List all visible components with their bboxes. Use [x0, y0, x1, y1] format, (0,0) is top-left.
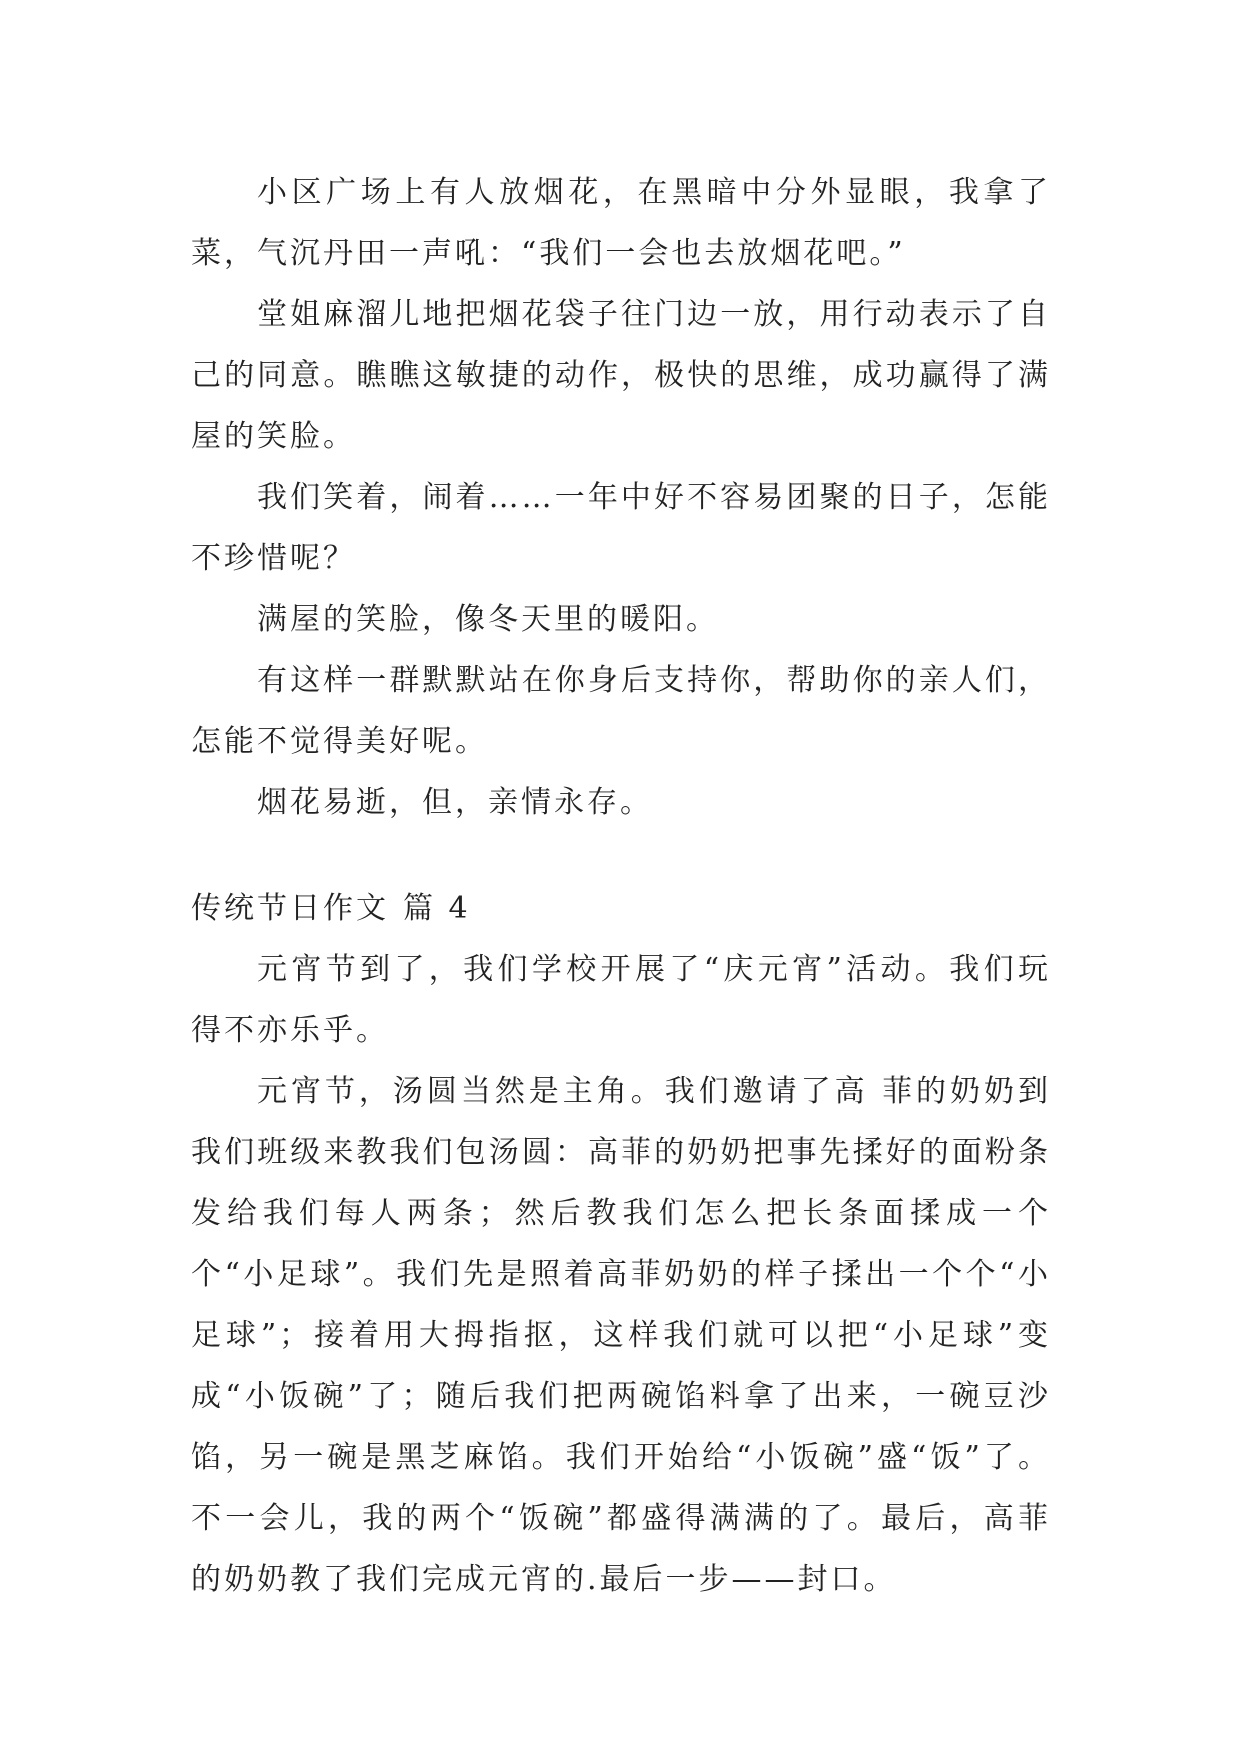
paragraph: 满屋的笑脸，像冬天里的暖阳。: [257, 602, 719, 637]
paragraph: 堂姐麻溜儿地把烟花袋子往门边一放，用行动表示了自己的同意。瞧瞧这敏捷的动作，极快的思维，成功赢得了满屋的笑脸。: [191, 297, 1051, 454]
paragraph: 有这样一群默默站在你身后支持你，帮助你的亲人们，怎能不觉得美好呢。: [191, 663, 1051, 759]
section-heading-number: 篇 4: [403, 891, 471, 926]
paragraph: 我们笑着，闹着……一年中好不容易团聚的日子，怎能不珍惜呢？: [191, 480, 1051, 576]
section-heading-title: 传统节日作文: [191, 891, 389, 926]
section-heading: [191, 878, 1051, 939]
paragraph: 烟花易逝，但，亲情永存。: [257, 785, 653, 820]
paragraph: 小区广场上有人放烟花，在黑暗中分外显眼，我拿了菜，气沉丹田一声吼：“我们一会也去放烟花吧。”: [191, 175, 1051, 271]
paragraph: 元宵节，汤圆当然是主角。我们邀请了高 菲的奶奶到我们班级来教我们包汤圆：高菲的奶奶把事先揉好的面粉条发给我们每人两条；然后教我们怎么把长条面揉成一个个“小足球”。我们先是照着高菲奶奶的样子揉出一个个“小足球”；接着用大拇指抠，这样我们就可以把“小足球”变成“小饭碗”了；随后我们把两碗馅料拿了出来，一碗豆沙馅，另一碗是黑芝麻馅。我们开始给“小饭碗”盛“饭”了。不一会儿，我的两个“饭碗”都盛得满满的了。最后，高菲的奶奶教了我们完成元宵的.最后一步——封口。: [191, 1074, 1051, 1597]
paragraph: 元宵节到了，我们学校开展了“庆元宵”活动。我们玩得不亦乐乎。: [191, 952, 1051, 1048]
document-page: [191, 162, 1051, 1610]
